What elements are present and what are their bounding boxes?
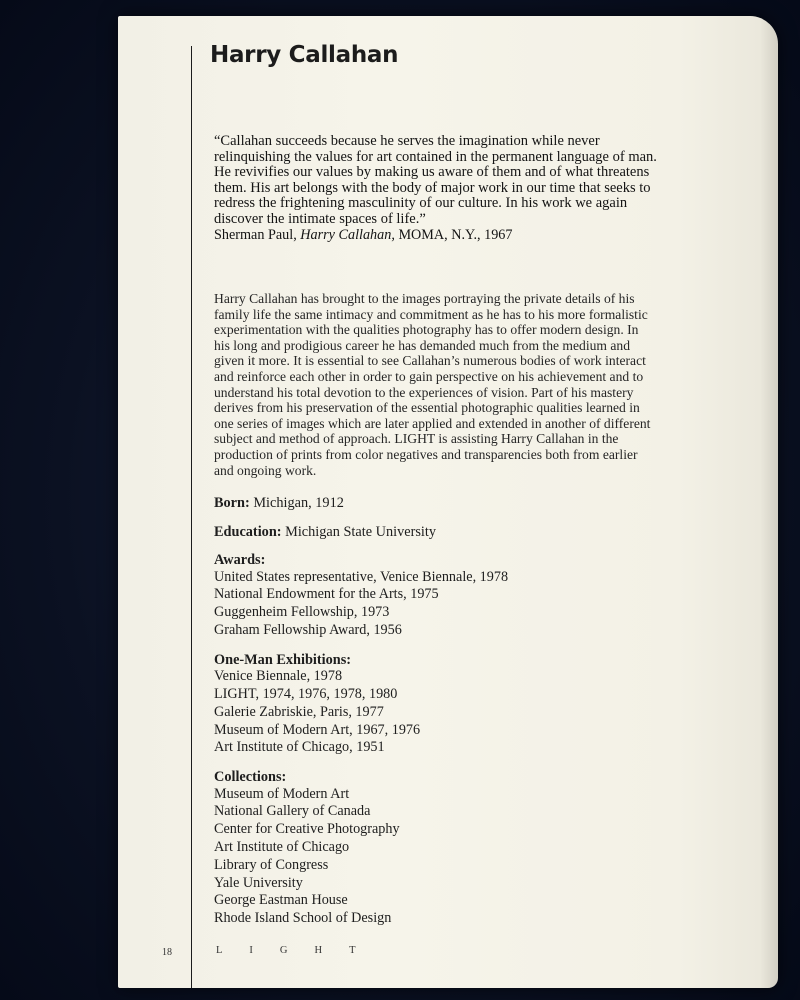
born-fact: [214, 496, 754, 512]
bio-line: derives from his preservation of the essential photographic qualities learned in: [214, 400, 640, 416]
bio-line: experimentation with the qualities photography has to offer modern design. In: [214, 322, 639, 338]
collections-list: [214, 786, 754, 928]
bio-line: and reinforce each other in order to gain perspective on his achievement and to: [214, 368, 644, 384]
attribution-work: Harry Callahan,: [300, 226, 395, 243]
page-curl-shadow: [760, 16, 778, 988]
list-item: Venice Biennale, 1978: [214, 668, 343, 685]
attribution-source: MOMA, N.Y., 1967: [394, 226, 513, 243]
list-item: Museum of Modern Art, 1967, 1976: [214, 721, 421, 738]
book-page: [118, 16, 778, 988]
list-item: Art Institute of Chicago, 1951: [214, 739, 385, 756]
quote-line: relinquishing the values for art contained in the permanent language of man.: [214, 148, 657, 165]
light-logo: LIGHT: [216, 945, 383, 956]
born-value: Michigan, 1912: [249, 495, 344, 511]
quote-line: them. His art belongs with the body of major work in our time that seeks to: [214, 179, 651, 196]
quote-attribution: [214, 228, 754, 244]
vertical-rule: [191, 46, 192, 988]
page-title: Harry Callahan: [210, 42, 399, 68]
attribution-author: Sherman Paul,: [214, 226, 301, 243]
list-item: LIGHT, 1974, 1976, 1978, 1980: [214, 685, 398, 702]
list-item: Guggenheim Fellowship, 1973: [214, 604, 390, 621]
exhibitions-list: [214, 668, 754, 757]
bio-line: production of prints from color negatives and transparencies both from earlier: [214, 446, 638, 462]
education-label: Education:: [214, 523, 282, 540]
education-value: Michigan State University: [281, 523, 436, 540]
list-item: National Gallery of Canada: [214, 803, 371, 820]
quote-line: He revivifies our values by making us aware of them and of what threatens: [214, 164, 650, 181]
awards-list: [214, 569, 754, 640]
list-item: Art Institute of Chicago: [214, 839, 350, 856]
list-item: National Endowment for the Arts, 1975: [214, 586, 439, 603]
bio-line: Harry Callahan has brought to the images portraying the private details of his: [214, 291, 635, 306]
exhibitions-heading: One-Man Exhibitions:: [214, 651, 352, 668]
bio-line: his long and prodigious career he has demanded much from the medium and: [214, 337, 631, 353]
quote-line: redress the frightening masculinity of our culture. In his work we again: [214, 195, 628, 212]
education-fact: [214, 525, 754, 541]
list-item: Yale University: [214, 874, 303, 891]
list-item: George Eastman House: [214, 892, 348, 909]
quote-line: “Callahan succeeds because he serves the imagination while never: [214, 133, 600, 149]
page-number: 18: [162, 947, 172, 958]
collections-section: [214, 770, 754, 928]
bio-line: one series of images which are later applied and extended in another of different: [214, 415, 651, 431]
list-item: Center for Creative Photography: [214, 821, 400, 838]
list-item: Galerie Zabriskie, Paris, 1977: [214, 703, 384, 720]
exhibitions-section: [214, 653, 754, 757]
collections-heading: Collections:: [214, 769, 287, 786]
list-item: Museum of Modern Art: [214, 785, 350, 802]
bio-line: given it more. It is essential to see Callahan’s numerous bodies of work interact: [214, 353, 646, 369]
list-item: Rhode Island School of Design: [214, 910, 392, 927]
bio-line: family life the same intimacy and commitment as he has to his more formalistic: [214, 306, 648, 322]
quote-line: discover the intimate spaces of life.”: [214, 210, 426, 227]
bio-line: understand his total devotion to the experiences of vision. Part of his mastery: [214, 384, 634, 400]
list-item: Library of Congress: [214, 856, 329, 873]
awards-section: [214, 553, 754, 640]
quote-block: [214, 134, 754, 243]
list-item: Graham Fellowship Award, 1956: [214, 621, 402, 638]
bio-line: and ongoing work.: [214, 462, 317, 478]
list-item: United States representative, Venice Biennale, 1978: [214, 568, 509, 585]
born-label: Born:: [214, 495, 250, 511]
bio-line: subject and method of approach. LIGHT is assisting Harry Callahan in the: [214, 431, 619, 447]
awards-heading: Awards:: [214, 552, 266, 568]
facts-block: [214, 496, 754, 941]
biography-paragraph: [214, 291, 762, 478]
